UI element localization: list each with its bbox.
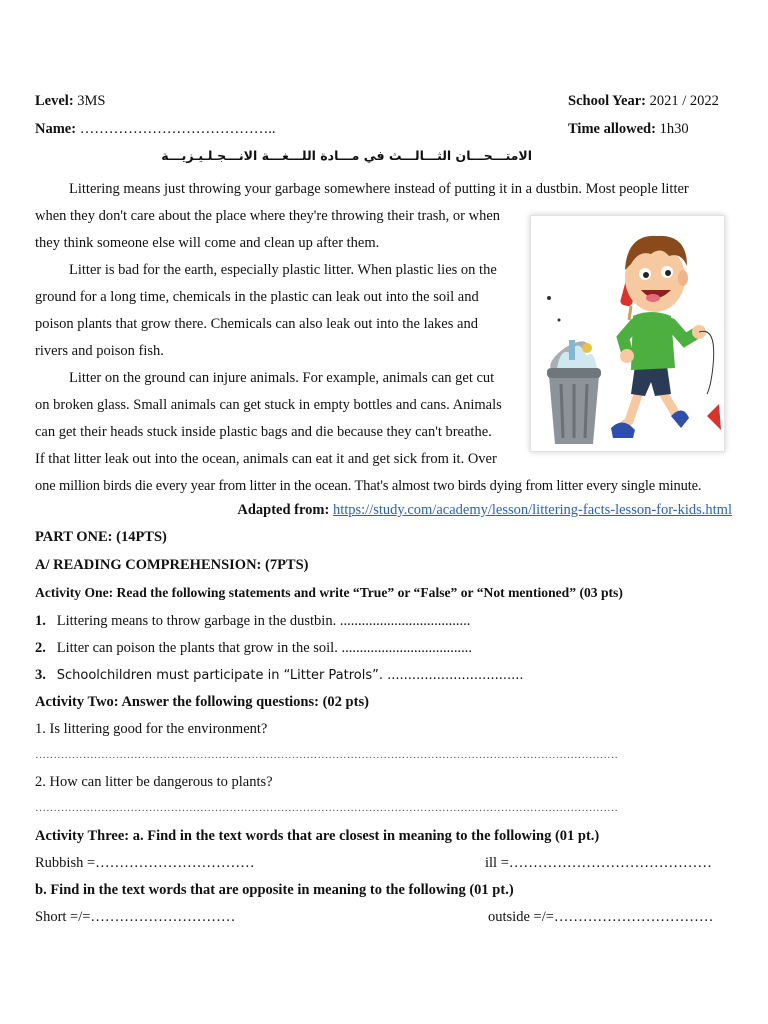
- passage-line: rivers and poison fish.: [35, 343, 164, 359]
- level-label: Level:: [35, 93, 74, 109]
- level-value: 3MS: [77, 93, 106, 109]
- passage-line: when they don't care about the place where they're throwing their trash, or when: [35, 208, 501, 224]
- activity-three-title-a: Activity Three: a. Find in the text words that are closest in meaning to the following (01 pt.): [35, 828, 600, 844]
- statement-number: 2.: [35, 640, 46, 656]
- answer-line-2[interactable]: ……………………………………………………………………………………………………………………………………………: [35, 802, 618, 814]
- passage-line: can get their heads stuck inside plastic bags and die because they can't breathe.: [35, 424, 492, 440]
- litter-piece-icon: [707, 404, 721, 430]
- statement-text: Littering means to throw garbage in the dustbin. ....................................: [56, 613, 471, 629]
- statement-1: [35, 613, 470, 630]
- passage-line: one million birds die every year from litter in the ocean. That's almost two birds dying from litter every single minute.: [35, 478, 702, 494]
- source-link[interactable]: https://study.com/academy/lesson/littering-facts-lesson-for-kids.html: [332, 502, 732, 518]
- time-value: 1h30: [659, 121, 689, 137]
- adapted-label: Adapted from:: [237, 502, 330, 518]
- statement-2: [35, 640, 472, 657]
- boy-figure: [611, 236, 706, 438]
- level-field: [35, 93, 106, 110]
- school-year-value: 2021 / 2022: [649, 93, 719, 109]
- school-year-field: [568, 93, 719, 110]
- passage-line: on broken glass. Small animals can get stuck in empty bottles and cans. Animals: [35, 397, 502, 413]
- passage-line: they think someone else will come and clean up after them.: [35, 235, 380, 251]
- paragraph-2: [35, 257, 497, 365]
- question-2: 2. How can litter be dangerous to plants?: [35, 774, 273, 790]
- arabic-title: الامتـــحـــان الثـــالـــث في مـــادة اللـــغـــة الانـــجـلـيـزيـــة: [161, 148, 532, 163]
- activity-two-title: Activity Two: Answer the following questions: (02 pts): [35, 694, 369, 710]
- throw-motion-line: [699, 331, 714, 394]
- statement-text: Litter can poison the plants that grow in the soil. ....................................: [56, 640, 472, 656]
- ill-field[interactable]: ill =……………………………………: [485, 855, 712, 871]
- part-one-title: PART ONE: (14PTS): [35, 529, 167, 545]
- outside-field[interactable]: outside =/=……………………………: [488, 909, 714, 925]
- passage-line: ground for a long time, chemicals in the plastic can leak out into the soil and: [35, 289, 479, 305]
- passage-line: Littering means just throwing your garbage somewhere instead of putting it in a dustbin. Most people litter: [69, 181, 689, 197]
- passage-line: Litter on the ground can injure animals. For example, animals can get cut: [69, 370, 495, 386]
- answer-line-1[interactable]: ……………………………………………………………………………………………………………………………………………: [35, 749, 618, 761]
- activity-three-title-b: b. Find in the text words that are opposite in meaning to the following (01 pt.): [35, 882, 514, 898]
- name-dots: …………………………………..: [79, 121, 276, 137]
- boy-littering-image: [531, 216, 724, 451]
- trash-bin-icon: [546, 336, 601, 444]
- statement-number: 3.: [35, 667, 46, 683]
- time-allowed-field: [568, 121, 689, 138]
- short-field[interactable]: Short =/=…………………………: [35, 909, 236, 925]
- statement-number: 1.: [35, 613, 46, 629]
- time-label: Time allowed:: [568, 121, 656, 137]
- rubbish-field[interactable]: Rubbish =……………………………: [35, 855, 255, 871]
- statement-3: [35, 667, 524, 684]
- activity-one-title: Activity One: Read the following statements and write “True” or “False” or “Not mentioned” (03 pts): [35, 585, 623, 600]
- passage-line: Litter is bad for the earth, especially plastic litter. When plastic lies on the: [69, 262, 497, 278]
- passage-line: poison plants that grow there. Chemicals can also leak out into the lakes and: [35, 316, 478, 332]
- section-a-title: A/ READING COMPREHENSION: (7PTS): [35, 557, 309, 573]
- question-1: 1. Is littering good for the environment?: [35, 721, 268, 737]
- source-line: [237, 502, 732, 519]
- school-year-label: School Year:: [568, 93, 646, 109]
- statement-text: Schoolchildren must participate in “Litter Patrols”. .................................: [56, 668, 524, 683]
- name-label: Name:: [35, 121, 77, 137]
- name-field: [35, 121, 275, 138]
- littering-boy-illustration: [530, 215, 725, 452]
- passage-line: If that litter leak out into the ocean, animals can eat it and get sick from it. Over: [35, 451, 497, 467]
